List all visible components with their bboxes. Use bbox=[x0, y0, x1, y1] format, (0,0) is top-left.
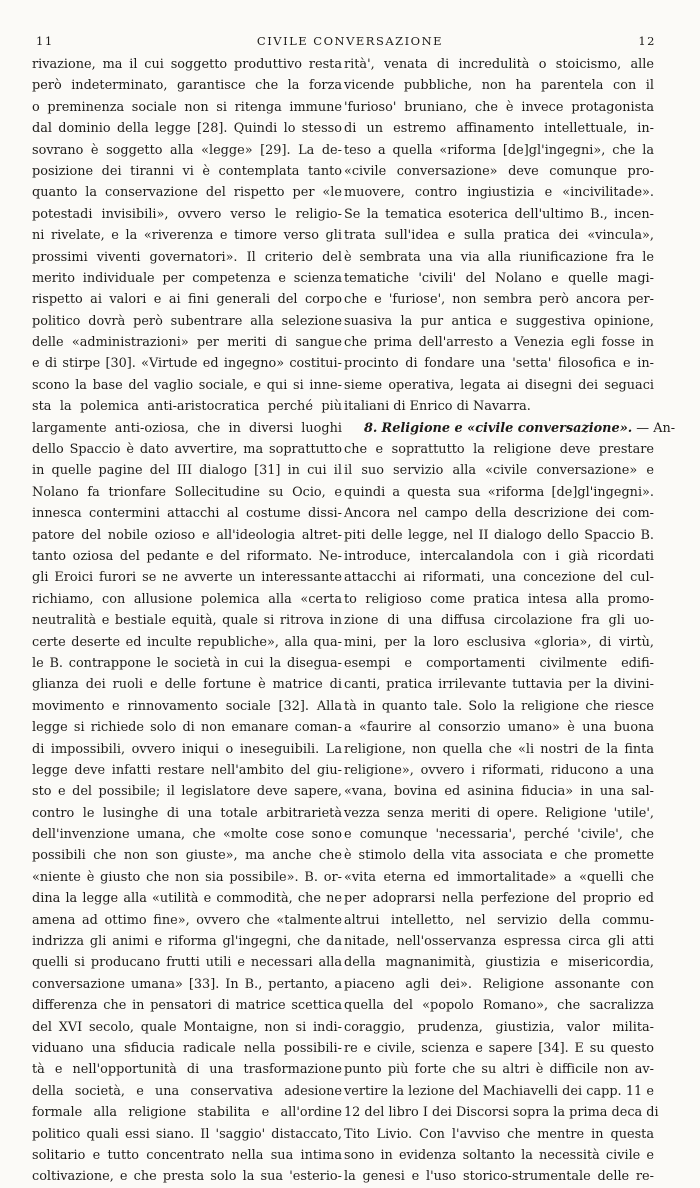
text-line: Ancora nel campo della descrizione dei com- bbox=[344, 506, 654, 522]
text-line: teso a quella «riforma [de]gl'ingegni», che la bbox=[344, 142, 654, 158]
text-line: solitario e tutto concentrato nella sua intima bbox=[32, 1147, 342, 1163]
text-line: indrizza gli animi e riforma gl'ingegni, che da bbox=[32, 934, 342, 950]
text-line: «niente è giusto che non sia possibile». B. or- bbox=[32, 869, 342, 885]
text-line: posizione dei tiranni vi è contemplata tanto bbox=[32, 163, 342, 179]
text-line: di un estremo affinamento intellettuale, in- bbox=[344, 121, 654, 137]
text-line: canti, pratica irrilevante tuttavia per la divini- bbox=[344, 677, 654, 693]
text-line: dell'invenzione umana, che «molte cose sono bbox=[32, 827, 342, 843]
text-line: quella del «popolo Romano», che sacralizza bbox=[344, 998, 654, 1014]
text-line: coraggio, prudenza, giustizia, valor milita- bbox=[344, 1019, 654, 1035]
text-line: italiani di Enrico di Navarra. bbox=[344, 399, 531, 415]
text-line: religione», ovvero i riformati, riducono a una bbox=[344, 762, 654, 778]
text-line: del XVI secolo, quale Montaigne, non si indi- bbox=[32, 1019, 342, 1035]
text-line: suasiva la pur antica e suggestiva opinione, bbox=[344, 313, 654, 329]
text-line: altrui intelletto, nel servizio della commu- bbox=[344, 912, 654, 928]
text-line: in quelle pagine del III dialogo [31] in cui il bbox=[32, 463, 342, 479]
section-body bbox=[344, 439, 659, 1188]
text-line: delle «administrazioni» per meriti di sangue bbox=[32, 335, 342, 351]
text-line: coltivazione, e che presta solo la sua 'esterio- bbox=[32, 1169, 342, 1185]
text-line: legge deve infatti restare nell'ambito del giu- bbox=[32, 762, 342, 778]
text-line: politico quali essi siano. Il 'saggio' distaccato, bbox=[32, 1126, 342, 1142]
section-heading-line bbox=[344, 418, 676, 439]
text-line: Se la tematica esoterica dell'ultimo B., incen- bbox=[344, 206, 654, 222]
text-line: re e civile, scienza e sapere [34]. E su questo bbox=[344, 1040, 654, 1056]
text-line: «civile conversazione» deve comunque pro- bbox=[344, 163, 654, 179]
text-line: o preminenza sociale non si ritenga immune bbox=[32, 99, 342, 115]
text-line: che e soprattutto la religione deve prestare bbox=[344, 442, 654, 458]
text-line: dal dominio della legge [28]. Quindi lo stesso bbox=[32, 121, 342, 137]
text-line: tanto oziosa del pedante e del riformato. Ne- bbox=[32, 548, 342, 564]
right-text-column bbox=[344, 54, 676, 1188]
text-line: rivazione, ma il cui soggetto produttivo resta bbox=[32, 57, 342, 72]
text-line: zione di una diffusa circolazione fra gli uo- bbox=[344, 613, 654, 629]
text-line: sieme operativa, legata ai disegni dei seguaci bbox=[344, 377, 654, 393]
text-line: è stimolo della vita associata e che promette bbox=[344, 848, 654, 864]
text-line: le B. contrappone le società in cui la disegua- bbox=[32, 655, 342, 671]
text-line: dina la legge alla «utilità e commodità, che ne bbox=[32, 891, 342, 907]
text-line: che prima dell'arresto a Venezia egli fosse in bbox=[344, 335, 654, 351]
text-line: largamente anti-oziosa, che in diversi luoghi bbox=[32, 420, 342, 436]
right-column-continuation bbox=[344, 54, 654, 418]
text-line: della società, e una conservativa adesione bbox=[32, 1083, 342, 1099]
text-line: potestadi invisibili», ovvero verso le religio- bbox=[32, 206, 342, 222]
text-line: attacchi ai riformati, una concezione del cul- bbox=[344, 570, 654, 586]
text-line: sono in evidenza soltanto la necessità civile e bbox=[344, 1147, 654, 1163]
text-line: politico dovrà però subentrare alla selezione bbox=[32, 313, 342, 329]
text-line: 12 del libro I dei Discorsi sopra la prima deca di bbox=[344, 1105, 659, 1121]
text-line: quindi a questa sua «riforma [de]gl'ingegni». bbox=[344, 484, 654, 500]
text-line: che e 'furiose', non sembra però ancora per- bbox=[344, 292, 654, 308]
text-line: viduano una sfiducia radicale nella possibili- bbox=[32, 1040, 342, 1056]
text-line: della magnanimità, giustizia e misericordia, bbox=[344, 955, 654, 971]
text-line: to religioso come pratica intesa alla promo- bbox=[344, 591, 654, 607]
text-line: sta la polemica anti-aristocratica perché più bbox=[32, 399, 342, 415]
text-line: neutralità e bestiale equità, quale si ritrova in bbox=[32, 613, 342, 629]
text-line: movimento e rinnovamento sociale [32]. Alla bbox=[32, 698, 342, 714]
text-line: a «faurire al consorzio umano» è una buona bbox=[344, 720, 654, 736]
text-line: differenza che in pensatori di matrice scettica bbox=[32, 998, 342, 1014]
text-line: rispetto ai valori e ai fini generali del corpo bbox=[32, 292, 342, 308]
section-number: 8. bbox=[364, 420, 378, 436]
section-first-line-rest: — An- bbox=[632, 420, 676, 436]
text-line: quelli si producano frutti utili e necessari alla bbox=[32, 955, 342, 971]
running-head bbox=[0, 34, 700, 54]
text-line: muovere, contro ingiustizia e «incivilitade». bbox=[344, 185, 654, 201]
text-line: però indeterminato, garantisce che la forza bbox=[32, 78, 342, 94]
text-line: religione, non quella che «li nostri de la finta bbox=[344, 741, 654, 757]
text-line: piaceno agli dei». Religione assonante con bbox=[344, 976, 654, 992]
text-line: contro le lusinghe di una totale arbitrarietà bbox=[32, 805, 342, 821]
text-line: tà e nell'opportunità di una trasformazione bbox=[32, 1062, 342, 1078]
text-line: e di stirpe [30]. «Virtude ed ingegno» costitui- bbox=[32, 356, 342, 372]
text-line: certe deserte ed inculte republiche», alla qua- bbox=[32, 634, 342, 650]
text-line: «vita eterna ed immortalitade» a «quelli che bbox=[344, 869, 654, 885]
text-line: è sembrata una via alla riunificazione fra le bbox=[344, 249, 654, 265]
section-title: Religione e «civile conversazione». bbox=[381, 420, 633, 436]
text-line: richiamo, con allusione polemica alla «certa bbox=[32, 591, 342, 607]
text-line: tà in quanto tale. Solo la religione che riesce bbox=[344, 698, 654, 714]
text-line: introduce, intercalandola con i già ricordati bbox=[344, 548, 654, 564]
text-line: ni rivelate, e la «riverenza e timore verso gli bbox=[32, 228, 342, 244]
text-line: la genesi e l'uso storico-strumentale delle re- bbox=[344, 1169, 654, 1185]
text-line: gli Eroici furori se ne avverte un interessante bbox=[32, 570, 342, 586]
text-line: vertire la lezione del Machiavelli dei capp. 11 e bbox=[344, 1083, 654, 1099]
text-line: «vana, bovina ed asinina fiducia» in una sal- bbox=[344, 784, 654, 800]
text-line: di impossibili, ovvero iniqui o ineseguibili. La bbox=[32, 741, 342, 757]
right-page-number: 12 bbox=[638, 34, 656, 48]
text-line: mini, per la loro esclusiva «gloria», di virtù, bbox=[344, 634, 654, 650]
text-line: tematiche 'civili' del Nolano e quelle magi- bbox=[344, 270, 654, 286]
text-line: amena ad ottimo fine», ovvero che «talmente bbox=[32, 912, 342, 928]
text-line: punto più forte che su altri è difficile non av- bbox=[344, 1062, 654, 1078]
text-line: e comunque 'necessaria', perché 'civile', che bbox=[344, 827, 654, 843]
text-line: nitade, nell'osservanza espressa circa gli atti bbox=[344, 934, 654, 950]
text-line: formale alla religione stabilita e all'ordine bbox=[32, 1105, 342, 1121]
text-line: dello Spaccio è dato avvertire, ma soprattutto bbox=[32, 442, 342, 458]
text-line: piti delle legge, nel II dialogo dello Spaccio B. bbox=[344, 527, 654, 543]
text-line: sovrano è soggetto alla «legge» [29]. La de- bbox=[32, 142, 342, 158]
text-line: vezza senza meriti di opere. Religione 'utile', bbox=[344, 805, 654, 821]
text-line: per adoprarsi nella perfezione del proprio ed bbox=[344, 891, 654, 907]
text-line: merito individuale per competenza e scienza bbox=[32, 270, 342, 286]
text-line: legge si richiede solo di non emanare coman- bbox=[32, 720, 342, 736]
text-line: conversazione umana» [33]. In B., pertanto, a bbox=[32, 976, 342, 992]
running-title: CIVILE CONVERSAZIONE bbox=[256, 34, 444, 48]
text-line: 'furioso' bruniano, che è invece protagonista bbox=[344, 99, 654, 115]
text-line: innesca contermini attacchi al costume dissi- bbox=[32, 506, 342, 522]
text-line: prossimi viventi governatori». Il criterio del bbox=[32, 249, 342, 265]
text-line: trata sull'idea e sulla pratica dei «vincula», bbox=[344, 228, 654, 244]
text-line: glianza dei ruoli e delle fortune è matrice di bbox=[32, 677, 342, 693]
text-line: vicende pubbliche, non ha parentela con il bbox=[344, 78, 654, 94]
text-line: Tito Livio. Con l'avviso che mentre in questa bbox=[344, 1126, 654, 1142]
text-line: quanto la conservazione del rispetto per «le bbox=[32, 185, 342, 201]
text-line: rità', venata di incredulità o stoicismo, alle bbox=[344, 57, 654, 72]
text-line: sto e del possibile; il legislatore deve sapere, bbox=[32, 784, 342, 800]
left-text-column bbox=[32, 54, 342, 1188]
text-line: possibili che non son giuste», ma anche che bbox=[32, 848, 342, 864]
text-line: patore del nobile ozioso e all'ideologia altret- bbox=[32, 527, 342, 543]
left-page-number: 11 bbox=[36, 34, 54, 48]
text-line: scono la base del vaglio sociale, e qui si inne- bbox=[32, 377, 342, 393]
text-line: procinto di fondare una 'setta' filosofica e in- bbox=[344, 356, 654, 372]
text-line: esempi e comportamenti civilmente edifi- bbox=[344, 655, 654, 671]
text-line: Nolano fa trionfare Sollecitudine su Ocio, e bbox=[32, 484, 342, 500]
text-line: il suo servizio alla «civile conversazione» e bbox=[344, 463, 654, 479]
